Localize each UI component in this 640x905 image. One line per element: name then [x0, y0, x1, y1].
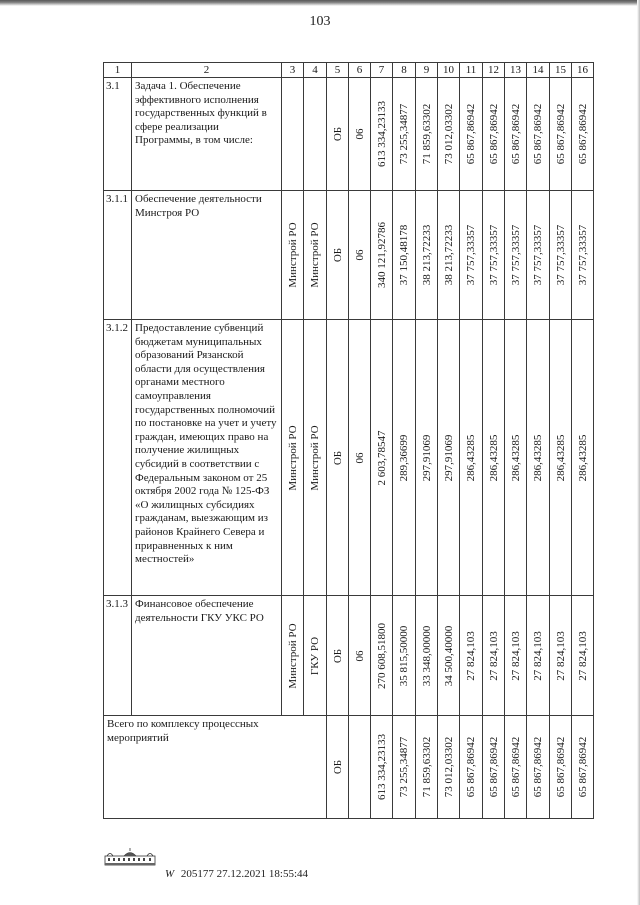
row-name: Финансовое обеспечение деятельности ГКУ УКС РО	[132, 596, 282, 716]
responsible-value: Минстрой РО	[286, 222, 299, 288]
value-cell	[416, 191, 438, 320]
code-cell	[349, 78, 371, 191]
value-cell	[572, 78, 594, 191]
total-col-14: 65 867,86942	[532, 736, 544, 798]
total-value-cell	[505, 716, 527, 819]
responsible-cell	[282, 191, 304, 320]
value-col-7: 270 608,51800	[375, 622, 388, 689]
value-cell	[371, 191, 393, 320]
value-cell	[371, 596, 393, 716]
value-cell	[527, 78, 550, 191]
responsible-cell	[282, 320, 304, 596]
code-cell	[349, 320, 371, 596]
document-time: 18:55:44	[268, 868, 309, 880]
source-cell	[327, 78, 349, 191]
source-value: ОБ	[331, 450, 344, 465]
value-col-13: 286,43285	[509, 434, 522, 481]
column-header-8: 8	[393, 63, 416, 78]
row-code: 3.1.2	[104, 320, 132, 596]
value-col-15: 27 824,103	[554, 630, 567, 681]
row-code: 3.1.1	[104, 191, 132, 320]
value-col-8: 73 255,34877	[398, 103, 410, 165]
column-header-16: 16	[572, 63, 594, 78]
value-cell	[572, 596, 594, 716]
row-name: Предоставление субвенций бюджетам муниципальных образований Рязанской области для осуществления органами местного самоуправления государственных полномочий по постановке на учет и учету граждан, имеющих право на получение жилищных субсидий в соответствии с Федеральным законом от 25 октября 2002 года № 125-ФЗ «О жилищных субсидиях гражданам, выезжающим из районов Крайнего Севера и приравненных к ним местностей»	[132, 320, 282, 596]
column-header-7: 7	[371, 63, 393, 78]
value-cell	[505, 320, 527, 596]
value-cell	[393, 78, 416, 191]
column-header-14: 14	[527, 63, 550, 78]
executor-cell	[304, 596, 327, 716]
value-col-12: 27 824,103	[487, 630, 500, 681]
value-col-12: 65 867,86942	[487, 103, 500, 165]
value-col-12: 286,43285	[487, 434, 500, 481]
source-value: ОБ	[331, 759, 344, 775]
responsible-cell	[282, 78, 304, 191]
value-cell	[460, 596, 483, 716]
value-cell	[438, 78, 460, 191]
column-header-6: 6	[349, 63, 371, 78]
total-col-13: 65 867,86942	[509, 736, 522, 798]
scan-edge-shadow	[0, 0, 640, 6]
row-code: 3.1	[104, 78, 132, 191]
value-col-9: 33 348,00000	[420, 625, 433, 686]
total-col-15: 65 867,86942	[554, 736, 567, 798]
value-cell	[393, 596, 416, 716]
value-col-10: 73 012,03302	[442, 103, 455, 165]
value-cell	[505, 596, 527, 716]
value-cell	[416, 596, 438, 716]
value-cell	[460, 78, 483, 191]
total-row-label: Всего по комплексу процессных мероприятий	[104, 716, 327, 819]
code-cell	[349, 596, 371, 716]
executor-cell	[304, 78, 327, 191]
value-cell	[483, 320, 505, 596]
value-cell	[550, 191, 572, 320]
value-cell	[550, 78, 572, 191]
source-cell	[327, 716, 349, 819]
value-cell	[483, 78, 505, 191]
total-value-cell	[572, 716, 594, 819]
value-cell	[371, 78, 393, 191]
code-value: 06	[353, 452, 366, 463]
value-col-9: 71 859,63302	[420, 103, 433, 165]
value-cell	[527, 191, 550, 320]
code-value: 06	[353, 249, 366, 261]
total-col-7: 613 334,23133	[375, 734, 388, 800]
government-building-emblem-icon	[104, 848, 156, 868]
value-cell	[438, 320, 460, 596]
total-col-16: 65 867,86942	[576, 736, 589, 798]
value-col-11: 27 824,103	[465, 630, 477, 681]
row-name: Обеспечение деятельности Минстроя РО	[132, 191, 282, 320]
source-cell	[327, 320, 349, 596]
executor-value: Минстрой РО	[309, 424, 321, 491]
total-value-cell	[438, 716, 460, 819]
value-cell	[572, 320, 594, 596]
total-col-10: 73 012,03302	[442, 736, 455, 798]
responsible-cell	[282, 596, 304, 716]
total-col-9: 71 859,63302	[420, 736, 433, 798]
column-header-3: 3	[282, 63, 304, 78]
value-col-13: 27 824,103	[509, 630, 522, 681]
responsible-value: Минстрой РО	[286, 424, 299, 491]
code-cell	[349, 716, 371, 819]
executor-cell	[304, 320, 327, 596]
total-value-cell	[371, 716, 393, 819]
value-cell	[393, 320, 416, 596]
total-value-cell	[460, 716, 483, 819]
value-col-14: 65 867,86942	[532, 103, 544, 165]
total-col-11: 65 867,86942	[465, 736, 477, 798]
document-number: 205177	[180, 868, 214, 880]
value-col-9: 38 213,72233	[420, 224, 433, 286]
source-cell	[327, 596, 349, 716]
executor-value: ГКУ РО	[309, 636, 321, 675]
value-col-14: 37 757,33357	[532, 224, 544, 286]
value-col-15: 286,43285	[554, 434, 567, 481]
code-value: 06	[353, 128, 366, 140]
value-col-11: 37 757,33357	[465, 224, 477, 286]
code-cell	[349, 191, 371, 320]
document-date: 27.12.2021	[216, 868, 267, 880]
executor-cell	[304, 191, 327, 320]
signature-mark: W	[165, 868, 175, 880]
source-value: ОБ	[331, 247, 344, 263]
column-header-12: 12	[483, 63, 505, 78]
value-col-15: 65 867,86942	[554, 103, 567, 165]
value-cell	[438, 596, 460, 716]
value-col-7: 2 603,78547	[375, 430, 388, 485]
row-code: 3.1.3	[104, 596, 132, 716]
value-cell	[483, 596, 505, 716]
column-header-13: 13	[505, 63, 527, 78]
column-header-11: 11	[460, 63, 483, 78]
value-cell	[550, 596, 572, 716]
value-col-16: 27 824,103	[576, 630, 589, 681]
value-col-11: 65 867,86942	[465, 103, 477, 165]
value-col-16: 65 867,86942	[576, 103, 589, 165]
value-col-16: 286,43285	[576, 434, 589, 481]
value-cell	[505, 78, 527, 191]
column-header-10: 10	[438, 63, 460, 78]
column-header-5: 5	[327, 63, 349, 78]
value-col-10: 34 500,40000	[442, 625, 455, 686]
value-cell	[460, 320, 483, 596]
value-cell	[550, 320, 572, 596]
total-value-cell	[483, 716, 505, 819]
value-cell	[416, 78, 438, 191]
value-col-15: 37 757,33357	[554, 224, 567, 286]
value-col-10: 38 213,72233	[442, 224, 455, 286]
budget-table	[103, 62, 594, 819]
value-col-8: 289,36699	[398, 434, 410, 481]
total-value-cell	[416, 716, 438, 819]
source-value: ОБ	[331, 126, 344, 142]
value-col-13: 37 757,33357	[509, 224, 522, 286]
page-number: 103	[309, 14, 331, 29]
total-col-12: 65 867,86942	[487, 736, 500, 798]
total-value-cell	[550, 716, 572, 819]
row-name: Задача 1. Обеспечение эффективного исполнения государственных функций в сфере реализации Программы, в том числе:	[132, 78, 282, 191]
value-cell	[416, 320, 438, 596]
value-col-7: 340 121,92786	[375, 222, 388, 288]
code-value: 06	[353, 650, 366, 661]
value-col-10: 297,91069	[442, 434, 455, 481]
value-col-11: 286,43285	[465, 434, 477, 481]
source-cell	[327, 191, 349, 320]
value-cell	[393, 191, 416, 320]
value-col-7: 613 334,23133	[375, 101, 388, 167]
responsible-value: Минстрой РО	[286, 622, 299, 689]
value-cell	[505, 191, 527, 320]
value-cell	[438, 191, 460, 320]
value-cell	[572, 191, 594, 320]
value-col-8: 37 150,48178	[398, 224, 410, 286]
value-col-14: 286,43285	[532, 434, 544, 481]
value-col-9: 297,91069	[420, 434, 433, 481]
value-cell	[371, 320, 393, 596]
executor-value: Минстрой РО	[309, 222, 321, 288]
value-col-8: 35 815,50000	[398, 625, 410, 686]
column-header-15: 15	[550, 63, 572, 78]
value-cell	[527, 320, 550, 596]
value-col-14: 27 824,103	[532, 630, 544, 681]
value-cell	[483, 191, 505, 320]
value-col-16: 37 757,33357	[576, 224, 589, 286]
total-value-cell	[393, 716, 416, 819]
value-col-13: 65 867,86942	[509, 103, 522, 165]
column-header-2: 2	[132, 63, 282, 78]
document-registration-stamp	[165, 868, 308, 880]
source-value: ОБ	[331, 648, 344, 663]
total-col-8: 73 255,34877	[398, 736, 410, 798]
column-header-9: 9	[416, 63, 438, 78]
column-header-4: 4	[304, 63, 327, 78]
total-value-cell	[527, 716, 550, 819]
column-header-1: 1	[104, 63, 132, 78]
value-cell	[460, 191, 483, 320]
value-cell	[527, 596, 550, 716]
value-col-12: 37 757,33357	[487, 224, 500, 286]
